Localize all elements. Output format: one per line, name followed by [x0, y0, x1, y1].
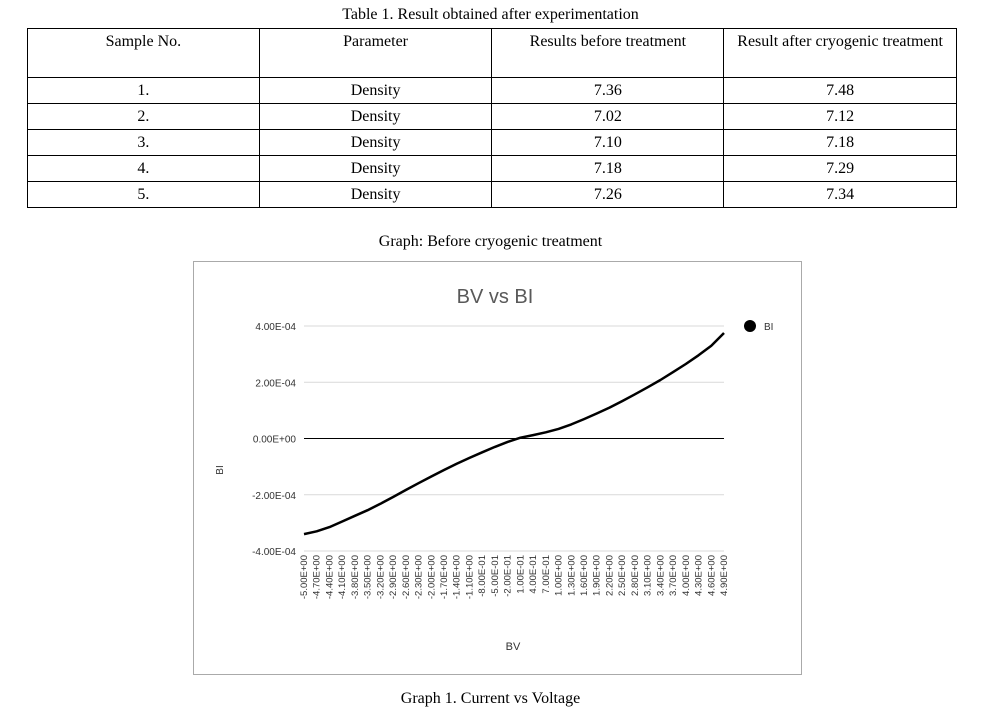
table-row [28, 130, 957, 156]
cell-after: 7.48 [724, 78, 957, 104]
x-tick-label: 4.30E+00 [693, 555, 705, 596]
legend-marker-bi [744, 320, 756, 332]
x-tick-label: 4.00E+00 [680, 555, 692, 596]
x-tick-label: -5.00E-01 [489, 555, 501, 597]
x-tick-label: 3.40E+00 [655, 555, 667, 596]
chart-svg [194, 262, 801, 674]
x-tick-label: -2.30E+00 [413, 555, 425, 600]
cell-before: 7.02 [492, 104, 724, 130]
x-tick-label: 2.50E+00 [617, 555, 629, 596]
x-tick-label: -4.40E+00 [324, 555, 336, 600]
x-tick-label: -1.70E+00 [439, 555, 450, 600]
cell-parameter: Density [259, 156, 492, 182]
x-tick-label: 1.30E+00 [566, 555, 578, 596]
graph-caption: Graph 1. Current vs Voltage [400, 690, 581, 707]
cell-sample-no: 5. [28, 182, 260, 208]
table-header-row [28, 29, 957, 78]
chart-title: BV vs BI [456, 286, 534, 308]
y-tick-label: 4.00E-04 [255, 322, 296, 333]
chart-area [193, 261, 802, 675]
x-tick-label: -4.70E+00 [311, 555, 323, 600]
y-tick-label: -4.00E-04 [252, 547, 296, 558]
cell-after: 7.29 [724, 156, 957, 182]
x-tick-label: -4.10E+00 [337, 555, 349, 600]
x-tick-label: -2.00E-01 [502, 555, 514, 597]
x-tick-label: 3.10E+00 [642, 555, 654, 596]
cell-sample-no: 1. [28, 78, 260, 104]
x-axis-label: BV [505, 641, 521, 653]
header-sample-no: Sample No. [28, 29, 260, 78]
header-results-before: Results before treatment [492, 29, 724, 78]
cell-before: 7.36 [492, 78, 724, 104]
series-line-bi [304, 333, 724, 534]
chart-text-group [215, 286, 773, 653]
cell-before: 7.18 [492, 156, 724, 182]
y-axis-label: BI [215, 465, 226, 475]
cell-after: 7.34 [724, 182, 957, 208]
table-row [28, 104, 957, 130]
y-tick-label: 0.00E+00 [252, 434, 296, 446]
x-tick-label: -5.00E+00 [299, 555, 310, 600]
x-tick-label: 4.90E+00 [719, 555, 730, 596]
cell-before: 7.10 [492, 130, 724, 156]
x-tick-label: -8.00E-01 [477, 555, 489, 597]
x-tick-label: -2.00E+00 [426, 555, 438, 600]
cell-sample-no: 4. [28, 156, 260, 182]
x-tick-label: -3.80E+00 [349, 555, 361, 600]
y-tick-label: 2.00E-04 [255, 378, 296, 390]
x-tick-label: -3.50E+00 [362, 555, 374, 600]
x-tick-label: 7.00E-01 [540, 555, 552, 594]
cell-parameter: Density [259, 104, 492, 130]
results-table [27, 28, 957, 208]
x-tick-label: 2.20E+00 [604, 555, 616, 596]
header-parameter: Parameter [259, 29, 492, 78]
y-tick-label: -2.00E-04 [252, 490, 296, 502]
x-tick-label: -2.60E+00 [400, 555, 412, 600]
table-row [28, 156, 957, 182]
table-row [28, 182, 957, 208]
x-tick-label: 1.00E+00 [553, 555, 565, 596]
chart-series-group [304, 333, 724, 534]
cell-after: 7.18 [724, 130, 957, 156]
cell-before: 7.26 [492, 182, 724, 208]
x-tick-label: 1.90E+00 [591, 555, 603, 596]
x-tick-label: 4.00E-01 [528, 555, 540, 594]
x-tick-label: 1.00E-01 [515, 555, 527, 594]
table-row [28, 78, 957, 104]
cell-parameter: Density [259, 130, 492, 156]
x-tick-label: -1.10E+00 [464, 555, 476, 600]
cell-sample-no: 2. [28, 104, 260, 130]
cell-after: 7.12 [724, 104, 957, 130]
x-tick-label: -1.40E+00 [451, 555, 463, 600]
x-tick-label: 4.60E+00 [706, 555, 718, 596]
cell-sample-no: 3. [28, 130, 260, 156]
header-result-after: Result after cryogenic treatment [724, 29, 957, 78]
cell-parameter: Density [259, 182, 492, 208]
table-caption: Table 1. Result obtained after experimentation [342, 6, 639, 23]
x-tick-label: 1.60E+00 [579, 555, 590, 596]
x-tick-label: -2.90E+00 [388, 555, 400, 600]
x-tick-label: -3.20E+00 [375, 555, 387, 600]
x-tick-label: 3.70E+00 [668, 555, 680, 596]
graph-title: Graph: Before cryogenic treatment [378, 233, 603, 250]
x-tick-label: 2.80E+00 [629, 555, 641, 596]
cell-parameter: Density [259, 78, 492, 104]
legend-label-bi: BI [764, 322, 774, 333]
